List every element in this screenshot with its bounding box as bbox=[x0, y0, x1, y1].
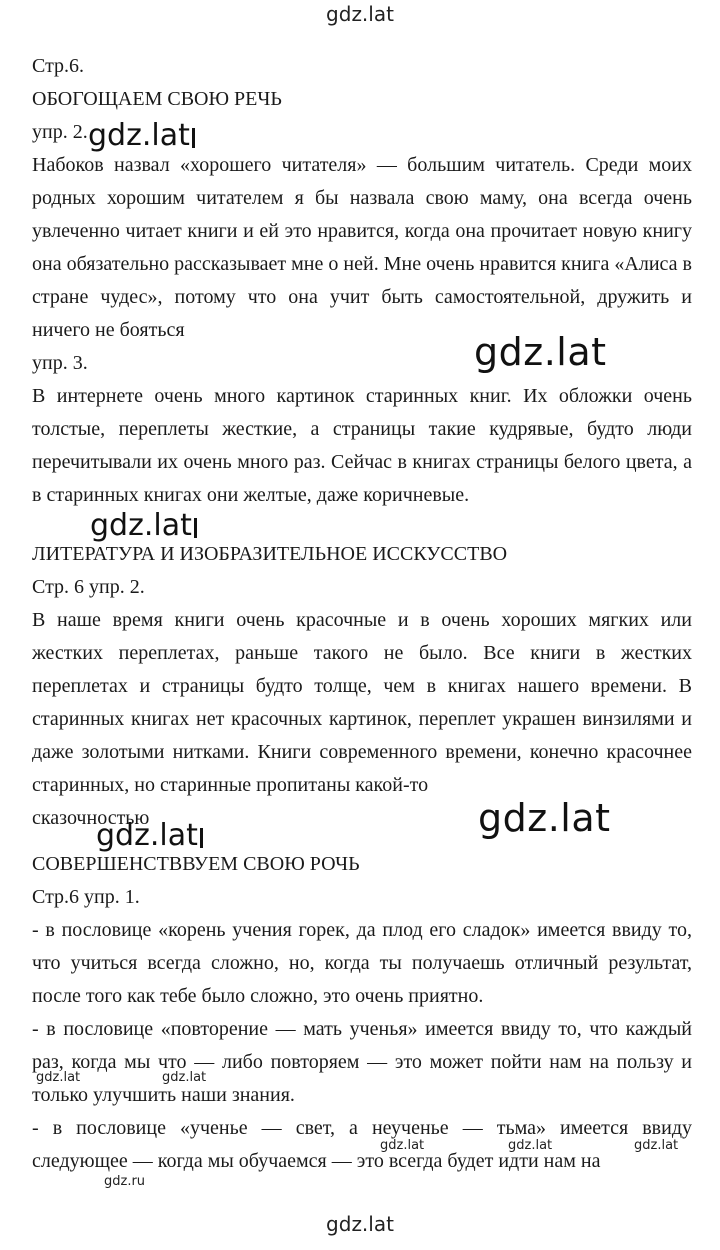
proverb-answer: - в пословице «повторение — мать ученья» имеется ввиду то, что каждый раз, когда мы что — либо повторяем — это может пойти нам на пользу и только улучшить наши знания. bbox=[32, 1018, 692, 1106]
exercise-label: Стр. 6 упр. 2. bbox=[32, 576, 145, 598]
watermark: gdz.lat bbox=[474, 330, 607, 374]
exercise-label: упр. 2. bbox=[32, 121, 88, 143]
exercise-label: Стр.6 упр. 1. bbox=[32, 886, 140, 908]
proverb-answer: - в пословице «корень учения горек, да плод его сладок» имеется ввиду то, что учиться всегда сложно, но, когда ты получаешь отличный результат, после того как тебе было сложно, это очень приятно. bbox=[32, 919, 692, 1007]
watermark: gdz.lat bbox=[96, 818, 203, 853]
page-header: gdz.lat bbox=[326, 2, 394, 26]
proverb-answer: - в пословице «ученье — свет, а неученье — тьма» имеется ввиду следующее — когда мы обучаемся — это всегда будет идти нам на bbox=[32, 1117, 692, 1172]
watermark: gdz.lat bbox=[162, 1070, 207, 1085]
document-body bbox=[32, 50, 692, 1178]
answer-paragraph-tail: сказочностью bbox=[32, 807, 150, 826]
watermark: gdz.lat bbox=[36, 1070, 81, 1085]
watermark: gdz.lat bbox=[478, 796, 611, 840]
exercise-label: упр. 3. bbox=[32, 352, 88, 374]
watermark: gdz.lat bbox=[380, 1138, 425, 1153]
answer-paragraph: Набоков назвал «хорошего читателя» — большим читатель. Среди моих родных хорошим читателем я бы назвала свою маму, она всегда очень увлеченно читает книги и ей это нравится, когда она прочитает новую книгу она обязательно рассказывает мне о ней. Мне очень нравится книга «Алиса в стране чудес», потому что она учит быть самостоятельной, дружить и ничего не бояться bbox=[32, 154, 692, 341]
answer-paragraph: В наше время книги очень красочные и в очень хороших мягких или жестких переплетах, раньше такого не было. Все книги в жестких переплетах и страницы будто толще, чем в книгах нашего времени. В старинных книгах нет красочных картинок, переплет украшен винзилями и даже золотыми нитками. Книги современного времени, конечно красочнее старинных, но старинные пропитаны какой-то bbox=[32, 609, 692, 796]
watermark: gdz.lat bbox=[634, 1138, 679, 1153]
section-heading: ОБОГОЩАЕМ СВОЮ РЕЧЬ bbox=[32, 88, 282, 110]
watermark: gdz.lat bbox=[90, 508, 197, 543]
page-footer: gdz.lat bbox=[326, 1212, 394, 1236]
watermark: gdz.lat bbox=[508, 1138, 553, 1153]
page-ref: Стр.6. bbox=[32, 55, 85, 77]
section-heading: СОВЕРШЕНСТВВУЕМ СВОЮ РОЧЬ bbox=[32, 853, 360, 875]
section-heading: ЛИТЕРАТУРА И ИЗОБРАЗИТЕЛЬНОЕ ИССКУССТВО bbox=[32, 543, 508, 565]
answer-paragraph: В интернете очень много картинок старинных книг. Их обложки очень толстые, переплеты жесткие, а страницы такие кудрявые, будто люди перечитывали их очень много раз. Сейчас в книгах страницы белого цвета, а в старинных книгах они желтые, даже коричневые. bbox=[32, 385, 692, 506]
watermark: gdz.ru bbox=[104, 1174, 146, 1189]
watermark: gdz.lat bbox=[88, 118, 195, 153]
